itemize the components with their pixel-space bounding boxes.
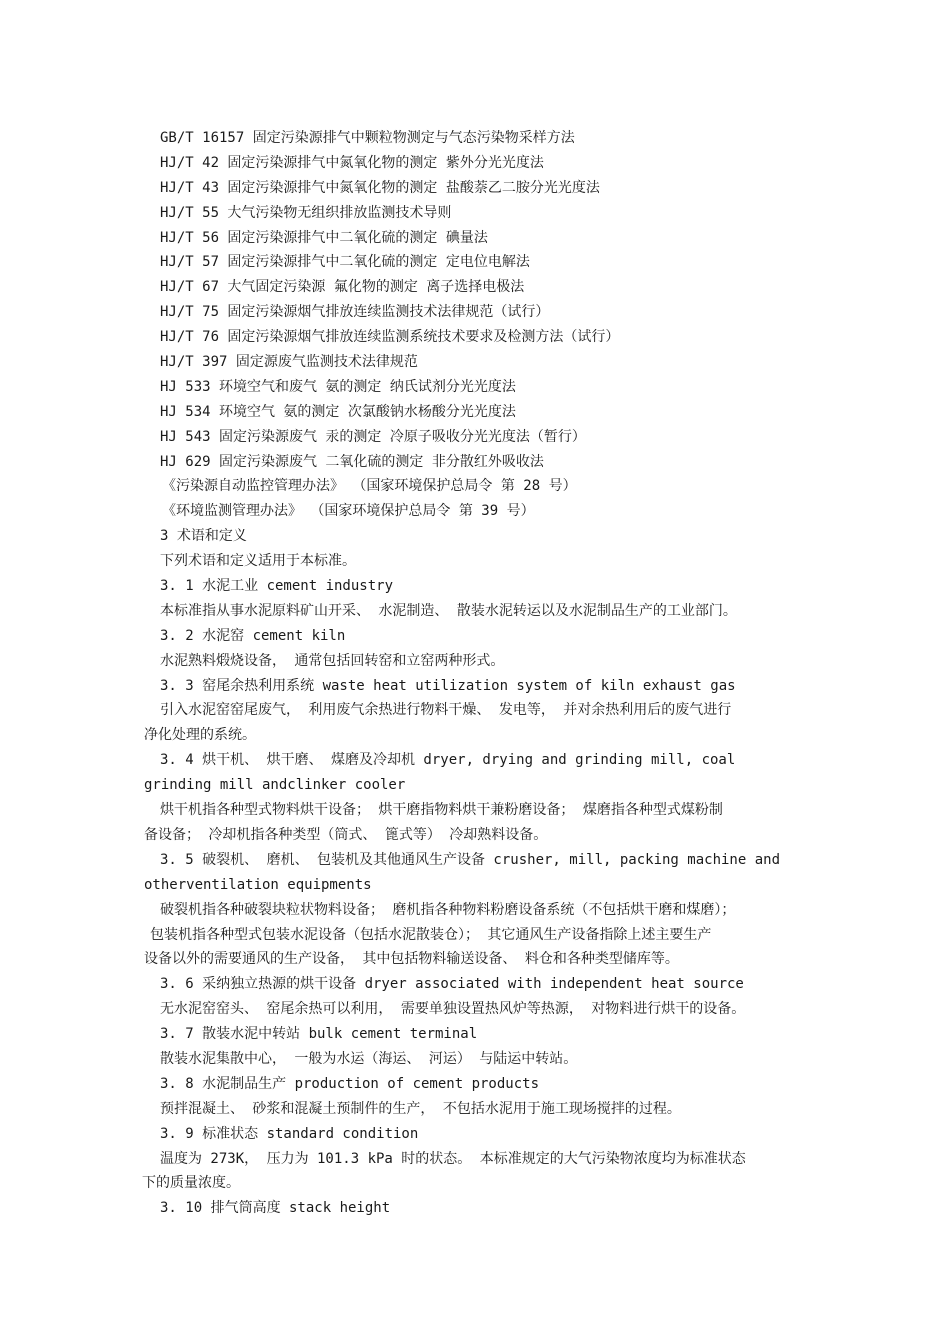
reference-gbt-16157: GB/T 16157 固定污染源排气中颗粒物测定与气态污染物采样方法 [160, 130, 575, 146]
reference-hjt-75: HJ/T 75 固定污染源烟气排放连续监测技术法律规范（试行） [160, 304, 550, 321]
term-3-6-heading: 3. 6 采纳独立热源的烘干设备 dryer associated with independent heat source [160, 976, 744, 993]
reference-hjt-76: HJ/T 76 固定污染源烟气排放连续监测系统技术要求及检测方法（试行） [160, 329, 620, 346]
term-3-3-definition: 引入水泥窑窑尾废气， 利用废气余热进行物料干燥、 发电等， 并对余热利用后的废气进行 [160, 702, 732, 719]
term-3-4-definition: 烘干机指各种型式物料烘干设备； 烘干磨指物料烘干兼粉磨设备； 煤磨指各种型式煤粉制 [160, 802, 723, 819]
term-3-10-heading: 3. 10 排气筒高度 stack height [160, 1200, 391, 1217]
term-3-1-definition: 本标准指从事水泥原料矿山开采、 水泥制造、 散装水泥转运以及水泥制品生产的工业部门。 [160, 602, 737, 619]
term-3-5-heading-cont: otherventilation equipments [144, 876, 372, 893]
term-3-1-heading: 3. 1 水泥工业 cement industry [160, 578, 394, 595]
reference-hj-629: HJ 629 固定污染源废气 二氧化硫的测定 非分散红外吸收法 [160, 453, 544, 470]
reference-order-28: 《污染源自动监控管理办法》 （国家环境保护总局令 第 28 号） [162, 478, 577, 495]
reference-hj-533: HJ 533 环境空气和废气 氨的测定 纳氏试剂分光光度法 [160, 378, 516, 395]
term-3-6-definition: 无水泥窑窑头、 窑尾余热可以利用， 需要单独设置热风炉等热源， 对物料进行烘干的设备。 [160, 1001, 746, 1018]
reference-order-39: 《环境监测管理办法》 （国家环境保护总局令 第 39 号） [162, 503, 535, 520]
term-3-5-definition-cont-1: 包装机指各种型式包装水泥设备（包括水泥散装仓）； 其它通风生产设备指除上述主要生产 [150, 926, 712, 943]
term-3-3-heading: 3. 3 窑尾余热利用系统 waste heat utilization system of kiln exhaust gas [160, 677, 736, 694]
section-heading-3: 3 术语和定义 [160, 528, 247, 545]
reference-hjt-42: HJ/T 42 固定污染源排气中氮氧化物的测定 紫外分光光度法 [160, 154, 544, 171]
term-3-2-definition: 水泥熟料煅烧设备， 通常包括回转窑和立窑两种形式。 [160, 652, 505, 669]
reference-hjt-67: HJ/T 67 大气固定污染源 氟化物的测定 离子选择电极法 [160, 279, 525, 296]
reference-hjt-397: HJ/T 397 固定源废气监测技术法律规范 [160, 354, 418, 371]
term-3-7-definition: 散装水泥集散中心， 一般为水运（海运、 河运） 与陆运中转站。 [160, 1050, 578, 1067]
term-3-7-heading: 3. 7 散装水泥中转站 bulk cement terminal [160, 1026, 478, 1043]
term-3-9-definition-cont: 下的质量浓度。 [142, 1175, 240, 1192]
reference-hjt-43: HJ/T 43 固定污染源排气中氮氧化物的测定 盐酸萘乙二胺分光光度法 [160, 179, 600, 196]
section-intro: 下列术语和定义适用于本标准。 [160, 553, 356, 570]
reference-hj-534: HJ 534 环境空气 氨的测定 次氯酸钠水杨酸分光光度法 [160, 403, 516, 420]
term-3-2-heading: 3. 2 水泥窑 cement kiln [160, 627, 346, 644]
term-3-3-definition-cont: 净化处理的系统。 [144, 727, 256, 744]
term-3-5-definition: 破裂机指各种破裂块粒状物料设备； 磨机指各种物料粉磨设备系统（不包括烘干磨和煤磨）； [160, 901, 736, 918]
term-3-4-definition-cont: 备设备； 冷却机指各种类型（筒式、 篦式等） 冷却熟料设备。 [144, 826, 548, 843]
term-3-9-definition: 温度为 273K， 压力为 101.3 kPa 时的状态。 本标准规定的大气污染物浓度均为标准状态 [160, 1150, 746, 1167]
term-3-5-heading: 3. 5 破裂机、 磨机、 包装机及其他通风生产设备 crusher, mill, packing machine and [160, 851, 781, 868]
term-3-9-heading: 3. 9 标准状态 standard condition [160, 1125, 419, 1142]
reference-hjt-55: HJ/T 55 大气污染物无组织排放监测技术导则 [160, 204, 452, 221]
term-3-4-heading: 3. 4 烘干机、 烘干磨、 煤磨及冷却机 dryer, drying and grinding mill, coal [160, 752, 736, 769]
term-3-4-heading-cont: grinding mill andclinker cooler [144, 777, 406, 794]
reference-hj-543: HJ 543 固定污染源废气 汞的测定 冷原子吸收分光光度法（暂行） [160, 428, 586, 445]
reference-hjt-56: HJ/T 56 固定污染源排气中二氧化硫的测定 碘量法 [160, 229, 488, 246]
term-3-8-definition: 预拌混凝土、 砂浆和混凝土预制件的生产， 不包括水泥用于施工现场搅拌的过程。 [160, 1100, 681, 1117]
term-3-5-definition-cont-2: 设备以外的需要通风的生产设备， 其中包括物料输送设备、 料仓和各种类型储库等。 [144, 951, 679, 968]
document-body [0, 126, 950, 1221]
term-3-8-heading: 3. 8 水泥制品生产 production of cement products [160, 1075, 540, 1092]
reference-hjt-57: HJ/T 57 固定污染源排气中二氧化硫的测定 定电位电解法 [160, 254, 530, 271]
